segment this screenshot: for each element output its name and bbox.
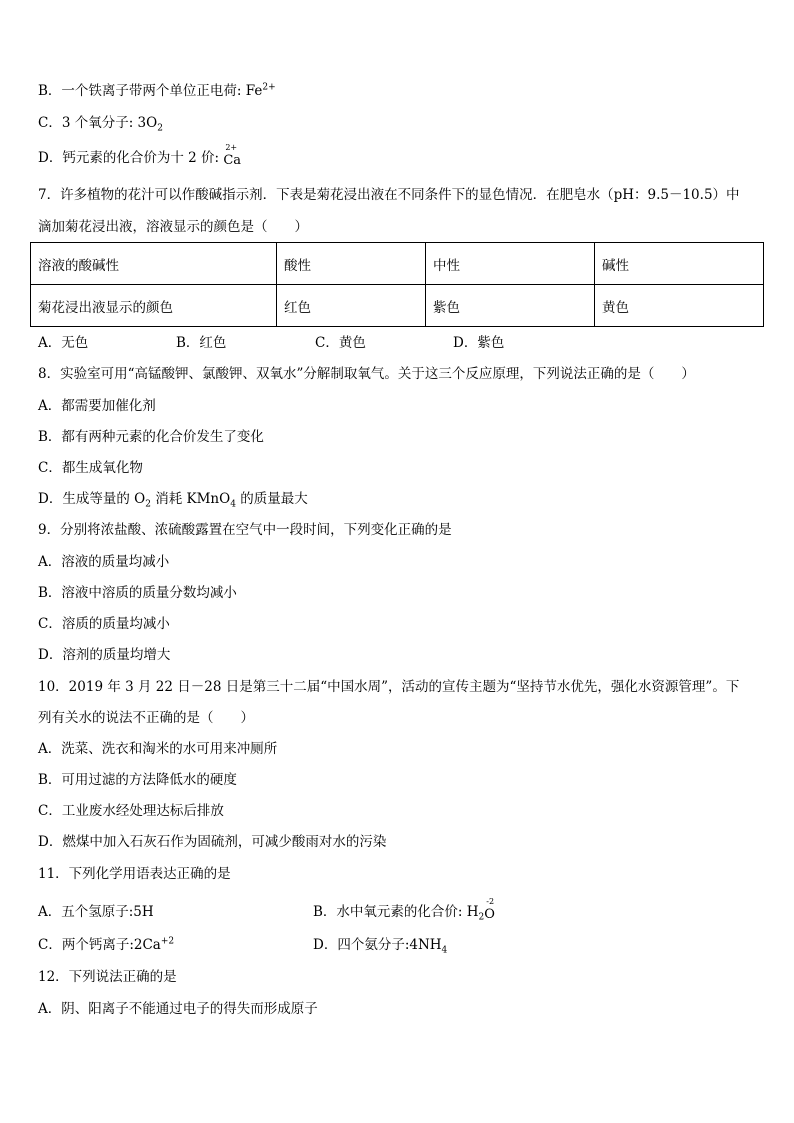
q9-option-b: B．溶液中溶质的质量分数均减小 xyxy=(38,585,237,601)
table-cell: 紫色 xyxy=(426,285,595,327)
q6-option-c-text: C．3 个氧分子: 3O xyxy=(38,115,158,131)
q12-stem: 12．下列说法正确的是 xyxy=(38,969,177,985)
table-cell: 碱性 xyxy=(595,243,764,285)
q11-option-d-text: D．四个氨分子:4NH xyxy=(313,937,442,953)
table-cell: 中性 xyxy=(426,243,595,285)
table-cell: 溶液的酸碱性 xyxy=(31,243,277,285)
q8-option-d-sub1: 2 xyxy=(145,499,151,510)
q8-option-d-post: 的质量最大 xyxy=(235,491,308,507)
q11-option-b-text: B．水中氧元素的化合价: xyxy=(313,904,467,920)
q11-option-c-text: C．两个钙离子:2Ca xyxy=(38,937,161,953)
q8-option-d-pre: D．生成等量的 O xyxy=(38,491,146,507)
q7-stem-line2: 滴加菊花浸出液，溶液显示的颜色是（ ） xyxy=(38,219,308,235)
q10-option-b: B．可用过滤的方法降低水的硬度 xyxy=(38,772,237,788)
q6-option-c-subscript: 2 xyxy=(157,123,163,134)
q7-option-d: D．紫色 xyxy=(453,335,505,351)
q11-option-d xyxy=(313,936,447,954)
q6-option-b-text: B．一个铁离子带两个单位正电荷: Fe xyxy=(38,83,263,99)
q11-option-c-sup: +2 xyxy=(160,936,175,947)
q6-option-d xyxy=(38,143,242,168)
q11-option-b-sub: 2 xyxy=(478,912,485,923)
q8-stem: 8．实验室可用“高锰酸钾、氯酸钾、双氧水”分解制取氧气。关于这三个反应原理，下列说法正确的是（ ） xyxy=(38,366,695,382)
q11-option-b xyxy=(313,897,495,923)
q8-option-c: C．都生成氧化物 xyxy=(38,460,143,476)
q6-option-d-symbol: Ca xyxy=(223,153,242,168)
q6-option-d-valence-top: 2+ xyxy=(225,143,238,152)
q11-option-d-sub: 4 xyxy=(441,945,448,956)
q8-option-a: A．都需要加催化剂 xyxy=(38,398,156,414)
table-cell: 黄色 xyxy=(595,285,764,327)
q11-option-a: A．五个氢原子:5H xyxy=(38,904,154,920)
q9-option-a: A．溶液的质量均减小 xyxy=(38,554,170,570)
q10-stem-line1: 10．2019 年 3 月 22 日－28 日是第三十二届“中国水周”，活动的宣传主题为“坚持节水优先，强化水资源管理”。下 xyxy=(38,679,740,695)
q11-option-b-h: H xyxy=(466,904,479,920)
q8-option-d-mid: 消耗 KMnO xyxy=(150,491,231,507)
q9-option-d: D．溶剂的质量均增大 xyxy=(38,647,171,663)
q11-option-b-valence xyxy=(484,897,495,922)
q10-option-a: A．洗菜、洗衣和淘米的水可用来冲厕所 xyxy=(38,741,278,757)
q6-option-d-valence xyxy=(223,143,242,168)
q7-option-b: B．红色 xyxy=(176,335,227,351)
q12-option-a: A．阴、阳离子不能通过电子的得失而形成原子 xyxy=(38,1001,318,1017)
q11-stem: 11．下列化学用语表达正确的是 xyxy=(38,866,231,882)
q9-option-c: C．溶质的质量均减小 xyxy=(38,616,170,632)
q10-stem-line2: 列有关水的说法不正确的是（ ） xyxy=(38,710,254,726)
q8-option-d-sub2: 4 xyxy=(230,499,236,510)
q8-option-b: B．都有两种元素的化合价发生了变化 xyxy=(38,429,264,445)
q7-color-table xyxy=(30,242,764,327)
table-cell: 菊花浸出液显示的颜色 xyxy=(31,285,277,327)
table-cell: 红色 xyxy=(277,285,426,327)
table-row xyxy=(31,243,764,285)
q10-option-c: C．工业废水经处理达标后排放 xyxy=(38,803,224,819)
q9-stem: 9．分别将浓盐酸、浓硫酸露置在空气中一段时间，下列变化正确的是 xyxy=(38,522,452,538)
q7-option-c: C．黄色 xyxy=(315,335,366,351)
q6-option-b xyxy=(38,82,276,100)
q11-option-b-o: O xyxy=(484,907,495,922)
table-row xyxy=(31,285,764,327)
q11-option-c xyxy=(38,936,174,954)
q6-option-c xyxy=(38,114,163,132)
q7-option-a: A．无色 xyxy=(38,335,89,351)
q7-stem-line1: 7．许多植物的花汁可以作酸碱指示剂．下表是菊花浸出液在不同条件下的显色情况．在肥皂水（pH：9.5－10.5）中 xyxy=(38,187,740,203)
q11-option-b-valence-top: -2 xyxy=(486,897,495,906)
q10-option-d: D．燃煤中加入石灰石作为固硫剂，可减少酸雨对水的污染 xyxy=(38,834,387,850)
q6-option-b-charge: 2+ xyxy=(262,82,276,93)
q6-option-d-text: D．钙元素的化合价为十 2 价: xyxy=(38,150,224,166)
q8-option-d xyxy=(38,490,308,508)
table-cell: 酸性 xyxy=(277,243,426,285)
